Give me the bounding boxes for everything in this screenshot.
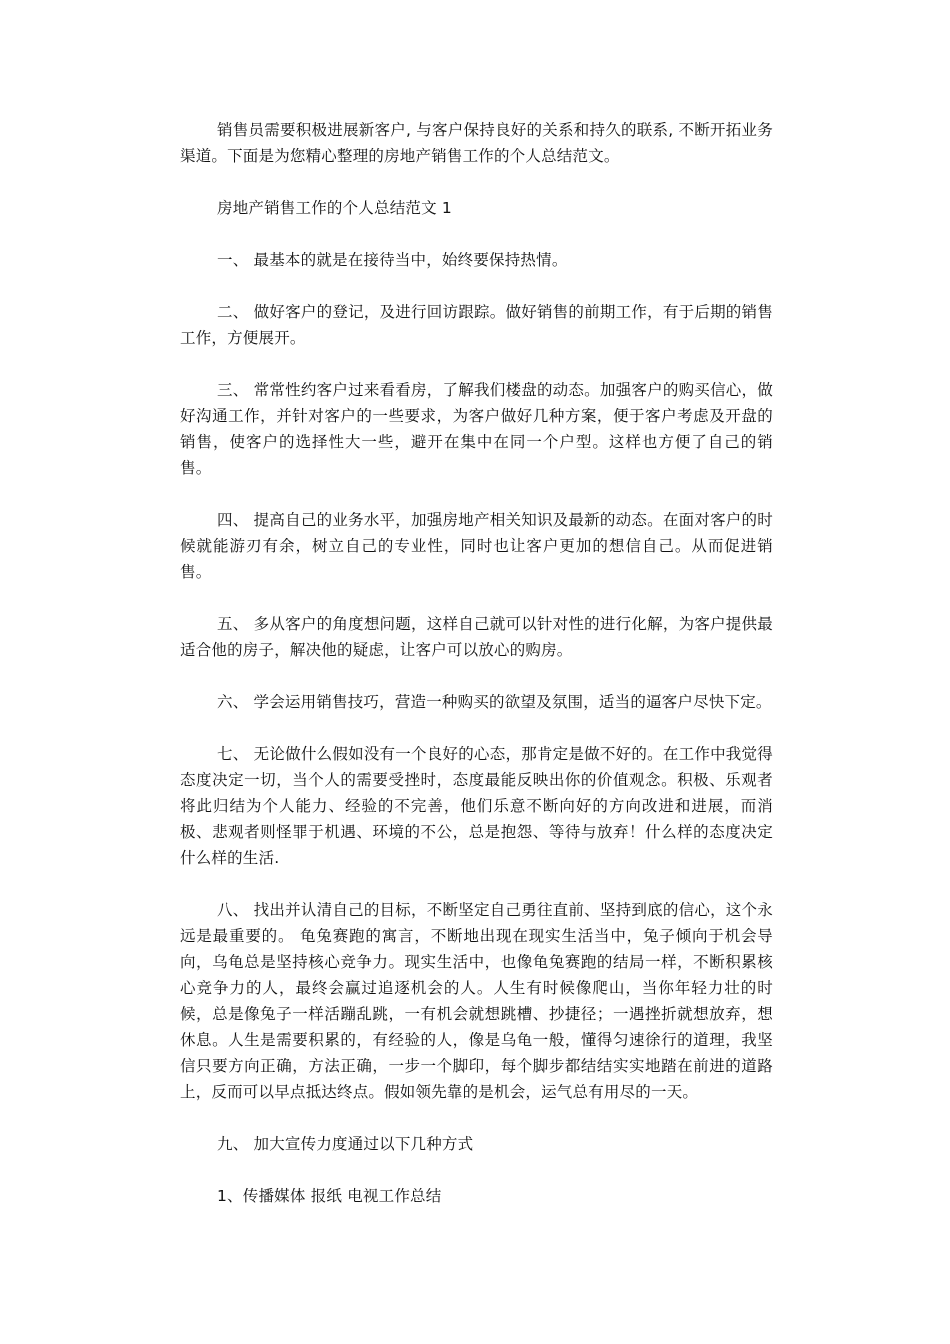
item-2: 二、 做好客户的登记，及进行回访跟踪。做好销售的前期工作，有于后期的销售工作，方便展开。	[180, 303, 773, 347]
item-9: 九、 加大宣传力度通过以下几种方式	[217, 1135, 474, 1153]
item-7: 七、 无论做什么假如没有一个良好的心态，那肯定是做不好的。在工作中我觉得态度决定一切，当个人的需要受挫时，态度最能反映出你的价值观念。积极、乐观者将此归结为个人能力、经验的不完善，他们乐意不断向好的方向改进和进展，而消极、悲观者则怪罪于机遇、环境的不公，总是抱怨、等待与放弃！什么样的态度决定什么样的生活.	[180, 745, 773, 867]
subitem-1: 1、传播媒体 报纸 电视工作总结	[217, 1187, 442, 1205]
item-1: 一、 最基本的就是在接待当中，始终要保持热情。	[217, 251, 568, 269]
document-body	[180, 117, 773, 1209]
section-title: 房地产销售工作的个人总结范文 1	[217, 199, 452, 217]
item-6: 六、 学会运用销售技巧，营造一种购买的欲望及氛围，适当的逼客户尽快下定。	[217, 693, 772, 711]
item-5: 五、 多从客户的角度想问题，这样自己就可以针对性的进行化解，为客户提供最适合他的房子，解决他的疑虑，让客户可以放心的购房。	[180, 615, 773, 659]
intro-paragraph: 销售员需要积极进展新客户, 与客户保持良好的关系和持久的联系, 不断开拓业务渠道。下面是为您精心整理的房地产销售工作的个人总结范文。	[180, 121, 773, 165]
item-4: 四、 提高自己的业务水平，加强房地产相关知识及最新的动态。在面对客户的时候就能游刃有余，树立自己的专业性，同时也让客户更加的想信自己。从而促进销售。	[180, 511, 773, 581]
item-3: 三、 常常性约客户过来看看房，了解我们楼盘的动态。加强客户的购买信心，做好沟通工作，并针对客户的一些要求，为客户做好几种方案，便于客户考虑及开盘的销售，使客户的选择性大一些，避开在集中在同一个户型。这样也方便了自己的销售。	[180, 381, 773, 477]
item-8: 八、 找出并认清自己的目标，不断坚定自己勇往直前、坚持到底的信心，这个永远是最重要的。 龟兔赛跑的寓言，不断地出现在现实生活当中，兔子倾向于机会导向，乌龟总是坚持核心竞争力。现实生活中，也像龟兔赛跑的结局一样，不断积累核心竞争力的人，最终会赢过追逐机会的人。人生有时候像爬山，当你年轻力壮的时候，总是像兔子一样活蹦乱跳，一有机会就想跳槽、抄捷径；一遇挫折就想放弃，想休息。人生是需要积累的，有经验的人，像是乌龟一般，懂得匀速徐行的道理，我坚信只要方向正确，方法正确，一步一个脚印，每个脚步都结结实实地踏在前进的道路上，反而可以早点抵达终点。假如领先靠的是机会，运气总有用尽的一天。	[180, 901, 773, 1101]
